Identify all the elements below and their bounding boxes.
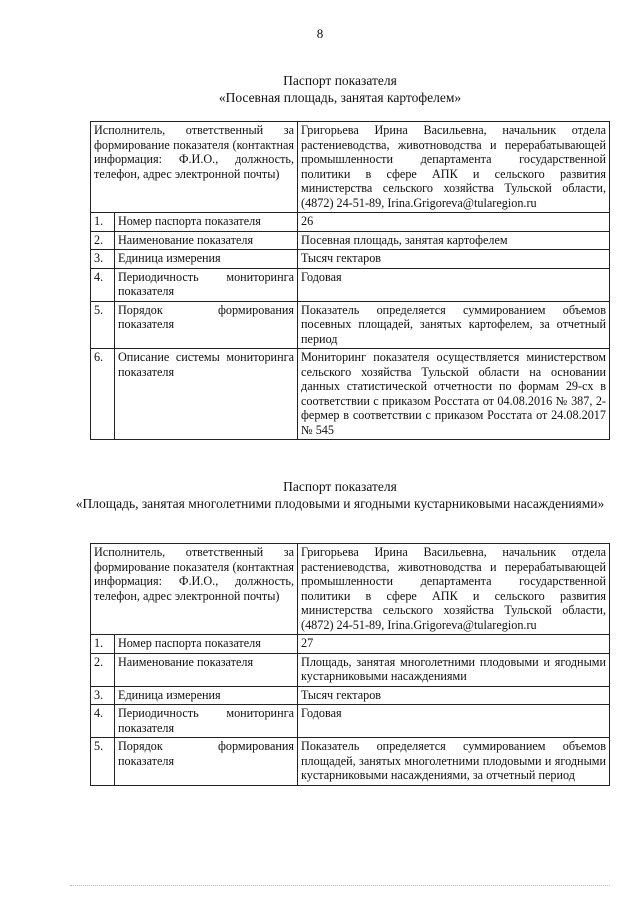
executor-value: Григорьева Ирина Васильевна, начальник отдела растениеводства, животноводства и перерабатывающей промышленности департамента государственной политики в сфере АПК и сельского развития министерства сельского хозяйства Тульской области, (4872) 24-51-89, Irina.Grigoreva@tularegion.ru <box>298 122 610 213</box>
executor-label: Исполнитель, ответственный за формирование показателя (контактная информация: Ф.И.О., должность, телефон, адрес электронной почты) <box>91 122 298 213</box>
executor-row <box>91 544 610 635</box>
row-number: 1. <box>91 213 115 232</box>
passport-1-title <box>60 72 620 106</box>
table-row <box>91 705 610 738</box>
table-row <box>91 349 610 440</box>
row-name: Периодичность мониторинга показателя <box>115 268 298 301</box>
row-name: Единица измерения <box>115 686 298 705</box>
row-name: Порядок формирования показателя <box>115 738 298 786</box>
row-number: 2. <box>91 653 115 686</box>
executor-value: Григорьева Ирина Васильевна, начальник отдела растениеводства, животноводства и перерабатывающей промышленности департамента государственной политики в сфере АПК и сельского развития министерства сельского хозяйства Тульской области, (4872) 24-51-89, Irina.Grigoreva@tularegion.ru <box>298 544 610 635</box>
row-number: 4. <box>91 268 115 301</box>
passport-title-line1: Паспорт показателя <box>283 73 397 88</box>
row-value: Показатель определяется суммированием объемов посевных площадей, занятых картофелем, за отчетный период <box>298 301 610 349</box>
row-name: Описание системы мониторинга показателя <box>115 349 298 440</box>
row-name: Периодичность мониторинга показателя <box>115 705 298 738</box>
row-name: Единица измерения <box>115 250 298 269</box>
row-number: 1. <box>91 635 115 654</box>
executor-row <box>91 122 610 213</box>
row-number: 2. <box>91 231 115 250</box>
row-value: 27 <box>298 635 610 654</box>
passport-2-table <box>90 543 610 786</box>
passport-title-line1: Паспорт показателя <box>283 479 397 494</box>
row-value: Показатель определяется суммированием объемов площадей, занятых многолетними плодовыми и ягодными кустарниковыми насаждениями, за отчетный период <box>298 738 610 786</box>
passport-title-line2: «Площадь, занятая многолетними плодовыми и ягодными кустарниковыми насаждениями» <box>75 496 605 511</box>
table-row <box>91 231 610 250</box>
table-row <box>91 738 610 786</box>
row-number: 4. <box>91 705 115 738</box>
passport-title-line2: «Посевная площадь, занятая картофелем» <box>218 90 462 105</box>
row-number: 3. <box>91 686 115 705</box>
passport-1-table <box>90 121 610 440</box>
row-number: 5. <box>91 738 115 786</box>
row-value: Годовая <box>298 705 610 738</box>
row-name: Номер паспорта показателя <box>115 213 298 232</box>
row-value: Годовая <box>298 268 610 301</box>
row-number: 3. <box>91 250 115 269</box>
row-name: Порядок формирования показателя <box>115 301 298 349</box>
row-value: 26 <box>298 213 610 232</box>
row-name: Наименование показателя <box>115 653 298 686</box>
row-value: Тысяч гектаров <box>298 686 610 705</box>
row-name: Наименование показателя <box>115 231 298 250</box>
row-number: 5. <box>91 301 115 349</box>
row-name: Номер паспорта показателя <box>115 635 298 654</box>
passport-2-title <box>60 478 620 512</box>
executor-label: Исполнитель, ответственный за формирование показателя (контактная информация: Ф.И.О., должность, телефон, адрес электронной почты) <box>91 544 298 635</box>
table-row <box>91 301 610 349</box>
page-number: 8 <box>316 26 324 41</box>
row-value: Тысяч гектаров <box>298 250 610 269</box>
table-row <box>91 268 610 301</box>
table-row <box>91 653 610 686</box>
table-row <box>91 686 610 705</box>
row-value: Мониторинг показателя осуществляется министерством сельского хозяйства Тульской области на основании данных статистической отчетности по формам 29-сх в соответствии с приказом Росстата от 04.08.2016 № 387, 2-фермер в соответствии с приказом Росстата от 24.08.2017 № 545 <box>298 349 610 440</box>
table-row <box>91 213 610 232</box>
page-footer-rule <box>70 885 610 886</box>
row-value: Площадь, занятая многолетними плодовыми и ягодными кустарниковыми насаждениями <box>298 653 610 686</box>
table-row <box>91 635 610 654</box>
row-value: Посевная площадь, занятая картофелем <box>298 231 610 250</box>
row-number: 6. <box>91 349 115 440</box>
table-row <box>91 250 610 269</box>
